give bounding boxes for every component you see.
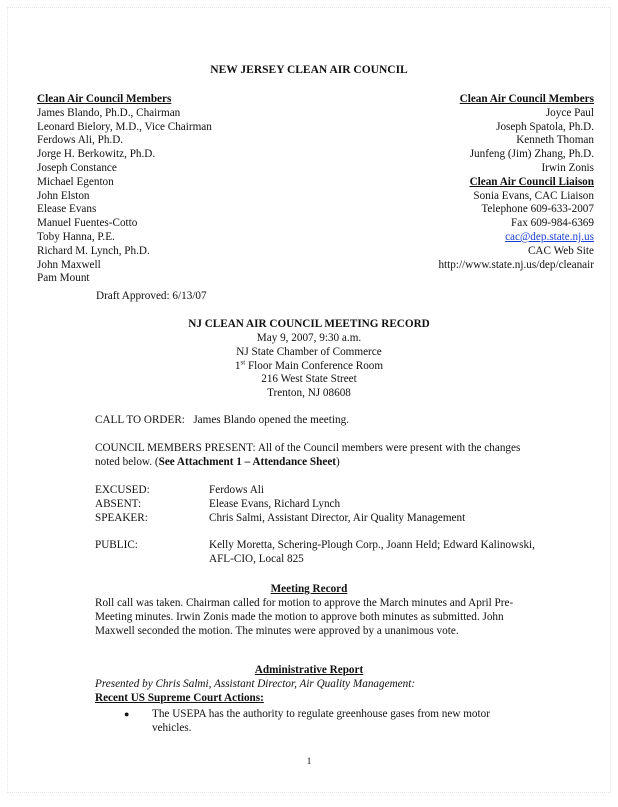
member-name: Ferdows Ali, Ph.D. [37, 134, 124, 147]
meeting-record-title: NJ CLEAN AIR COUNCIL MEETING RECORD [188, 318, 430, 330]
liaison-telephone: Telephone 609-633-2007 [481, 203, 594, 216]
document-page [7, 7, 611, 793]
supreme-court-heading: Recent US Supreme Court Actions: [95, 692, 264, 704]
member-name: Pam Mount [37, 272, 90, 285]
meeting-record-heading: Meeting Record [270, 583, 348, 595]
member-name: Toby Hanna, P.E. [37, 230, 115, 243]
member-name: Joseph Spatola, Ph.D. [496, 120, 594, 133]
member-name: John Maxwell [37, 258, 101, 271]
member-name: John Elston [37, 189, 90, 202]
members-header-right: Clean Air Council Members [459, 93, 594, 105]
email-link[interactable]: cac@dep.state.nj.us [505, 230, 594, 243]
attachment-reference: See Attachment 1 – Attendance Sheet [158, 455, 337, 468]
member-name: James Blando, Ph.D., Chairman [37, 106, 181, 119]
meeting-venue: NJ State Chamber of Commerce [236, 345, 382, 358]
list-item [124, 708, 524, 736]
member-name: Leonard Bielory, M.D., Vice Chairman [37, 120, 212, 133]
speaker-row: SPEAKER: Chris Salmi, Assistant Director, Air Quality Management [95, 511, 466, 524]
page-number: 1 [306, 757, 312, 767]
members-header-left: Clean Air Council Members [37, 93, 172, 105]
member-name: Jorge H. Berkowitz, Ph.D. [37, 148, 156, 161]
website-url: http://www.state.nj.us/dep/cleanair [438, 258, 594, 271]
attendance-list [95, 484, 535, 567]
call-to-order-text: James Blando opened the meeting. [193, 414, 349, 426]
member-name: Joseph Constance [37, 161, 117, 174]
liaison-fax: Fax 609-984-6369 [511, 217, 594, 230]
member-name: Richard M. Lynch, Ph.D. [37, 244, 150, 257]
call-to-order [95, 414, 535, 428]
meeting-record-text: Roll call was taken. Chairman called for motion to approve the March minutes and April Pre-Meeting minutes. Irwin Zonis made the motion to approve both minutes as submitted. John Maxwell seconded the motion. The minutes were approved by a unanimous vote. [95, 597, 514, 637]
excused-row: EXCUSED: Ferdows Ali [95, 484, 265, 496]
member-name: Kenneth Thoman [516, 134, 594, 147]
council-title: NEW JERSEY CLEAN AIR COUNCIL [210, 64, 408, 76]
website-label: CAC Web Site [527, 244, 594, 257]
meeting-details [8, 332, 610, 401]
list-item-text: The USEPA has the authority to regulate greenhouse gases from new motor vehicles. [152, 708, 490, 734]
call-to-order-label: CALL TO ORDER: [95, 414, 185, 426]
meeting-city: Trenton, NJ 08608 [267, 387, 351, 400]
member-name: Joyce Paul [545, 106, 594, 119]
member-name: Manuel Fuentes-Cotto [37, 217, 138, 230]
absent-row: ABSENT: Elease Evans, Richard Lynch [95, 497, 341, 510]
meeting-street: 216 West State Street [261, 373, 357, 386]
member-name: Junfeng (Jim) Zhang, Ph.D. [469, 148, 594, 161]
member-name: Irwin Zonis [541, 161, 594, 174]
left-member-column [37, 93, 317, 286]
member-name: Michael Egenton [37, 175, 114, 188]
liaison-name: Sonia Evans, CAC Liaison [473, 189, 594, 202]
draft-approved: Draft Approved: 6/13/07 [96, 290, 207, 302]
presented-by: Presented by Chris Salmi, Assistant Director, Air Quality Management: [95, 678, 416, 690]
liaison-header: Clean Air Council Liaison [469, 175, 594, 188]
administrative-report-heading: Administrative Report [254, 664, 364, 676]
meeting-date: May 9, 2007, 9:30 a.m. [256, 332, 362, 344]
public-row: PUBLIC: Kelly Moretta, Schering-Plough Corp., Joann Held; Edward Kalinowski, AFL-CIO, Local 825 [95, 539, 535, 566]
meeting-room: 1st Floor Main Conference Room [234, 357, 384, 372]
member-name: Elease Evans [37, 203, 97, 216]
members-present: COUNCIL MEMBERS PRESENT: All of the Council members were present with the changes noted below. (See Attachment 1 – Attendance Sheet) [95, 442, 521, 468]
right-member-column [314, 93, 594, 272]
bullet-icon: ● [124, 709, 130, 719]
